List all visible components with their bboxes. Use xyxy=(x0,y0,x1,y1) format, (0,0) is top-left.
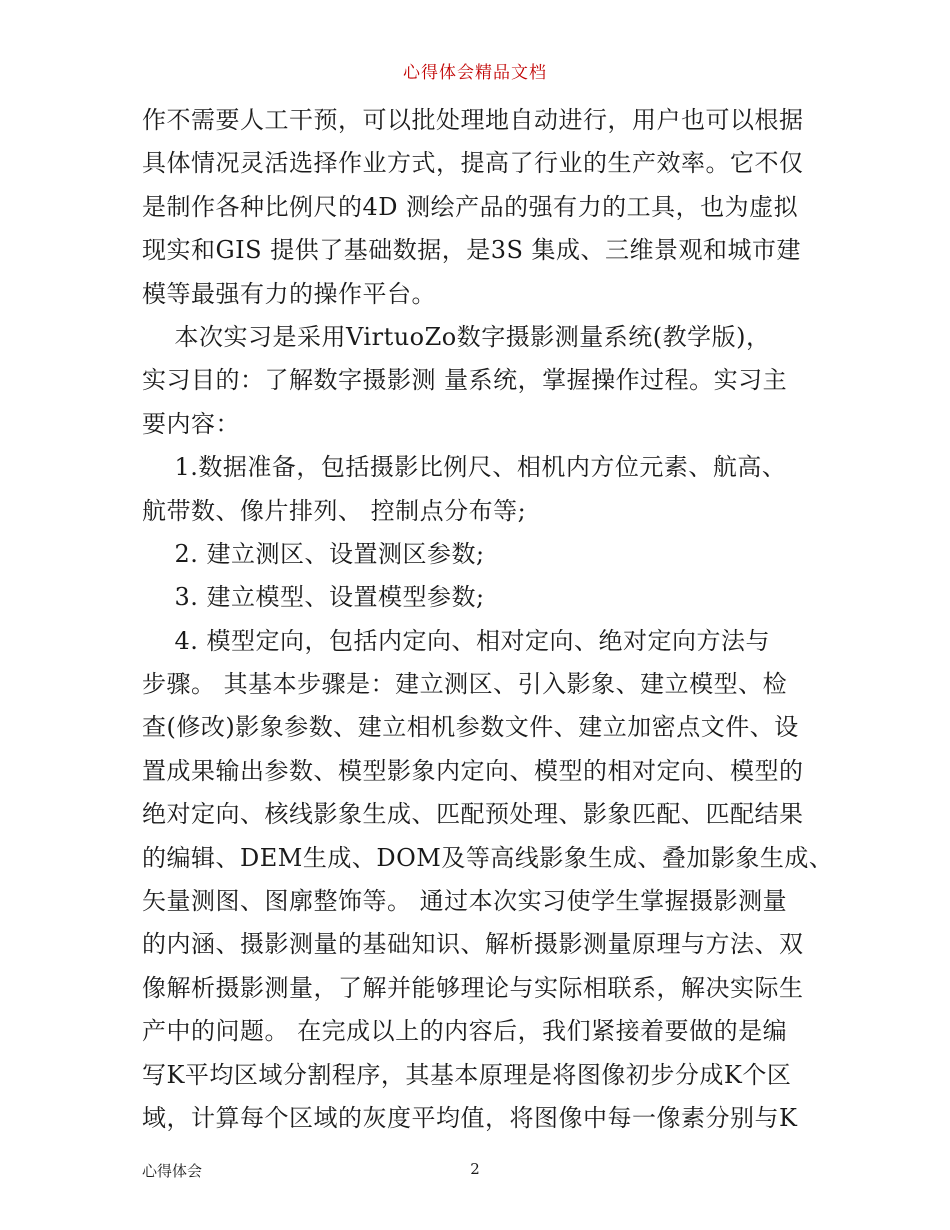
body-line: 绝对定向、核线影象生成、匹配预处理、影象匹配、匹配结果 xyxy=(142,800,804,829)
body-line: 像解析摄影测量，了解并能够理论与实际相联系，解决实际生 xyxy=(142,973,804,1002)
body-line: 具体情况灵活选择作业方式，提高了行业的生产效率。它不仅 xyxy=(142,149,804,178)
body-line: 步骤。 其基本步骤是：建立测区、引入影象、建立模型、检 xyxy=(142,670,788,699)
body-line: 1.数据准备，包括摄影比例尺、相机内方位元素、航高、 xyxy=(142,453,787,482)
footer-label: 心得体会 xyxy=(142,1162,203,1180)
body-line: 航带数、像片排列、 控制点分布等; xyxy=(142,496,527,525)
body-line: 是制作各种比例尺的4D 测绘产品的强有力的工具，也为虚拟 xyxy=(142,192,799,221)
body-line: 的内涵、摄影测量的基础知识、解析摄影测量原理与方法、双 xyxy=(142,930,804,959)
body-line: 的编辑、DEM生成、DOM及等高线影象生成、叠加影象生成、 xyxy=(142,843,834,872)
body-line: 现实和GIS 提供了基础数据，是3S 集成、三维景观和城市建 xyxy=(142,236,802,265)
page-header-title: 心得体会精品文档 xyxy=(403,63,547,83)
document-body xyxy=(142,99,834,1140)
body-line: 模等最强有力的操作平台。 xyxy=(142,279,436,308)
body-line: 3. 建立模型、设置模型参数; xyxy=(142,583,485,612)
body-line: 查(修改)影象参数、建立相机参数文件、建立加密点文件、设 xyxy=(142,713,799,742)
body-line: 矢量测图、图廓整饰等。 通过本次实习使学生掌握摄影测量 xyxy=(142,887,788,916)
body-line: 实习目的：了解数字摄影测 量系统，掌握操作过程。实习主 xyxy=(142,366,788,395)
body-line: 4. 模型定向，包括内定向、相对定向、绝对定向方法与 xyxy=(142,626,771,655)
body-line: 置成果输出参数、模型影象内定向、模型的相对定向、模型的 xyxy=(142,756,804,785)
page-number: 2 xyxy=(470,1160,480,1178)
body-line: 2. 建立测区、设置测区参数; xyxy=(142,539,485,568)
body-line: 要内容： xyxy=(142,409,240,438)
body-line: 产中的问题。 在完成以上的内容后，我们紧接着要做的是编 xyxy=(142,1017,788,1046)
body-line: 本次实习是采用VirtuoZo数字摄影测量系统(教学版)， xyxy=(142,322,771,351)
body-line: 写K平均区域分割程序，其基本原理是将图像初步分成K个区 xyxy=(142,1060,792,1089)
body-line: 作不需要人工干预，可以批处理地自动进行，用户也可以根据 xyxy=(142,106,804,134)
body-line: 域，计算每个区域的灰度平均值，将图像中每一像素分别与K xyxy=(142,1103,798,1132)
